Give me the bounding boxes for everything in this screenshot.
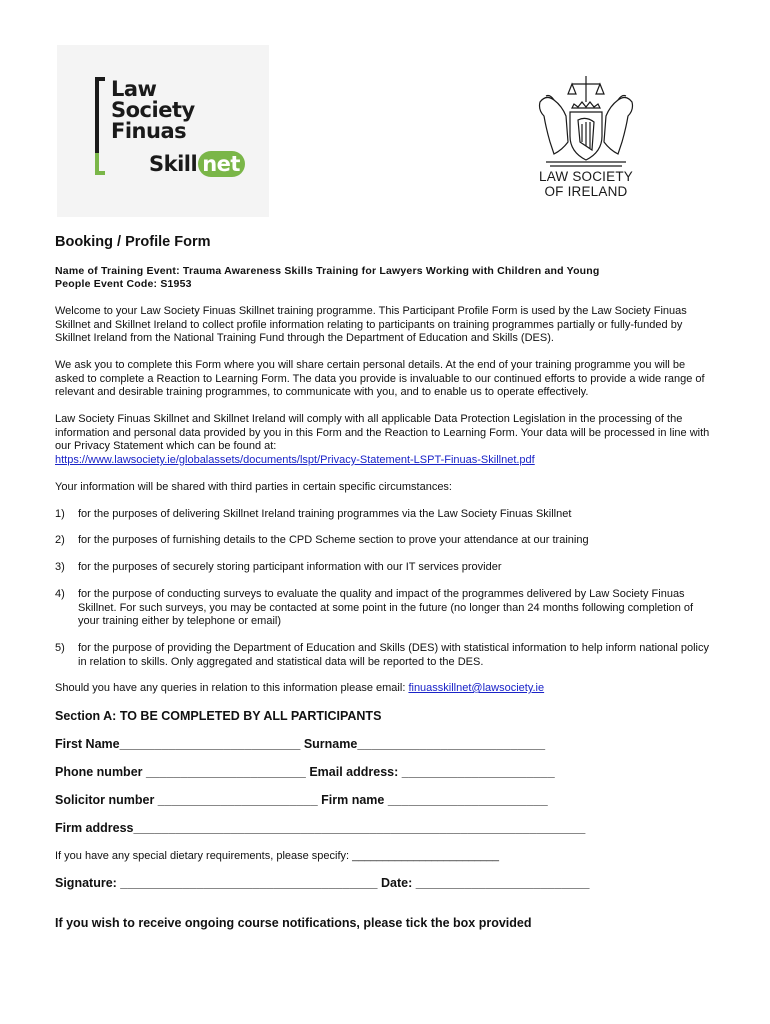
skillnet-prefix: Skill — [149, 152, 198, 176]
personal-details-paragraph: We ask you to complete this Form where you will share certain personal details. At the end of your training programme you will be asked to complete a Reaction to Learning Form. The data you provide is invaluable to our continued efforts to provide a wide range of relevant and desirable training programmes, to communicate with you, and to enable us to operate effectively. — [55, 359, 705, 398]
list-item-text: for the purposes of furnishing details to the CPD Scheme section to prove your attendance at our training — [78, 534, 589, 546]
event-name-line: Name of Training Event: Trauma Awareness Skills Training for Lawyers Working with Children and Young — [55, 265, 600, 277]
section-a-title: Section A: TO BE COMPLETED BY ALL PARTICIPANTS — [55, 709, 382, 723]
logo-brand-line: Society — [111, 98, 195, 122]
first-name-surname-field[interactable]: First Name__________________________ Surname___________________________ — [55, 737, 546, 751]
logo-brand-line: Finuas — [111, 119, 187, 143]
logo-org-line: OF IRELAND — [544, 184, 628, 199]
list-item-text: for the purposes of delivering Skillnet Ireland training programmes via the Law Society Finuas Skillnet — [78, 508, 572, 520]
logo-brand-line: Law — [111, 77, 157, 101]
list-item-number: 3) — [55, 561, 65, 573]
logo-green-cap — [95, 171, 105, 175]
list-item-text: for the purpose of providing the Department of Education and Skills (DES) with statistical information to help inform national policy in relation to skills. Only aggregated and statistical data will be reported to the DES. — [78, 642, 709, 668]
list-item-number: 1) — [55, 508, 65, 520]
notifications-instruction: If you wish to receive ongoing course notifications, please tick the box provided — [55, 916, 532, 930]
third-parties-intro: Your information will be shared with third parties in certain specific circumstances: — [55, 481, 452, 493]
phone-email-field[interactable]: Phone number _______________________ Email address: ______________________ — [55, 765, 555, 779]
law-society-finuas-skillnet-logo — [57, 45, 269, 217]
list-item-number: 4) — [55, 588, 65, 600]
list-item-text: for the purposes of securely storing participant information with our IT services provider — [78, 561, 502, 573]
intro-paragraph: Welcome to your Law Society Finuas Skillnet training programme. This Participant Profile Form is used by the Law Society Finuas Skillnet and Skillnet Ireland to collect profile information relating to participants on training programmes partially or fully-funded by Skillnet Ireland from the National Training Fund through the Department of Education and Skills (DES). — [55, 305, 687, 344]
skillnet-wordmark — [149, 151, 245, 177]
queries-line — [55, 682, 711, 696]
list-item-text: for the purpose of conducting surveys to evaluate the quality and impact of the programmes delivered by Law Society Finuas Skillnet. For such surveys, you may be contacted at some point in the future (no longer than 24 months following completion of your training either by telephone or email) — [78, 588, 694, 627]
crest-icon — [532, 72, 640, 168]
queries-text: Should you have any queries in relation to this information please email: — [55, 682, 409, 694]
page-title: Booking / Profile Form — [55, 234, 211, 250]
law-society-of-ireland-logo — [524, 72, 648, 202]
solicitor-number-firm-name-field[interactable]: Solicitor number _______________________ Firm name _______________________ — [55, 793, 548, 807]
data-protection-paragraph: Law Society Finuas Skillnet and Skillnet Ireland will comply with all applicable Data Protection Legislation in the processing of the information and personal data provided by you in this Form and the Reaction to Learning Form. Your data will be processed in line with our Privacy Statement which can be found at: — [55, 413, 710, 452]
event-code-line: People Event Code: S1953 — [55, 278, 192, 290]
logo-org-line: LAW SOCIETY — [539, 169, 633, 184]
dietary-requirements-field[interactable]: If you have any special dietary requirements, please specify: ________________________ — [55, 850, 499, 862]
firm-address-field[interactable]: Firm address_________________________________________________________________ — [55, 821, 586, 835]
list-item-number: 2) — [55, 534, 65, 546]
list-item-number: 5) — [55, 642, 65, 654]
signature-date-field[interactable]: Signature: _____________________________________ Date: _________________________ — [55, 876, 590, 890]
skillnet-suffix: net — [198, 151, 245, 177]
queries-email-link[interactable]: finuasskillnet@lawsociety.ie — [408, 682, 545, 694]
logo-bracket-cap — [95, 77, 105, 81]
privacy-statement-link-line — [55, 454, 711, 468]
privacy-statement-link[interactable]: https://www.lawsociety.ie/globalassets/documents/lspt/Privacy-Statement-LSPT-Finuas-Skillnet.pdf — [55, 454, 535, 466]
